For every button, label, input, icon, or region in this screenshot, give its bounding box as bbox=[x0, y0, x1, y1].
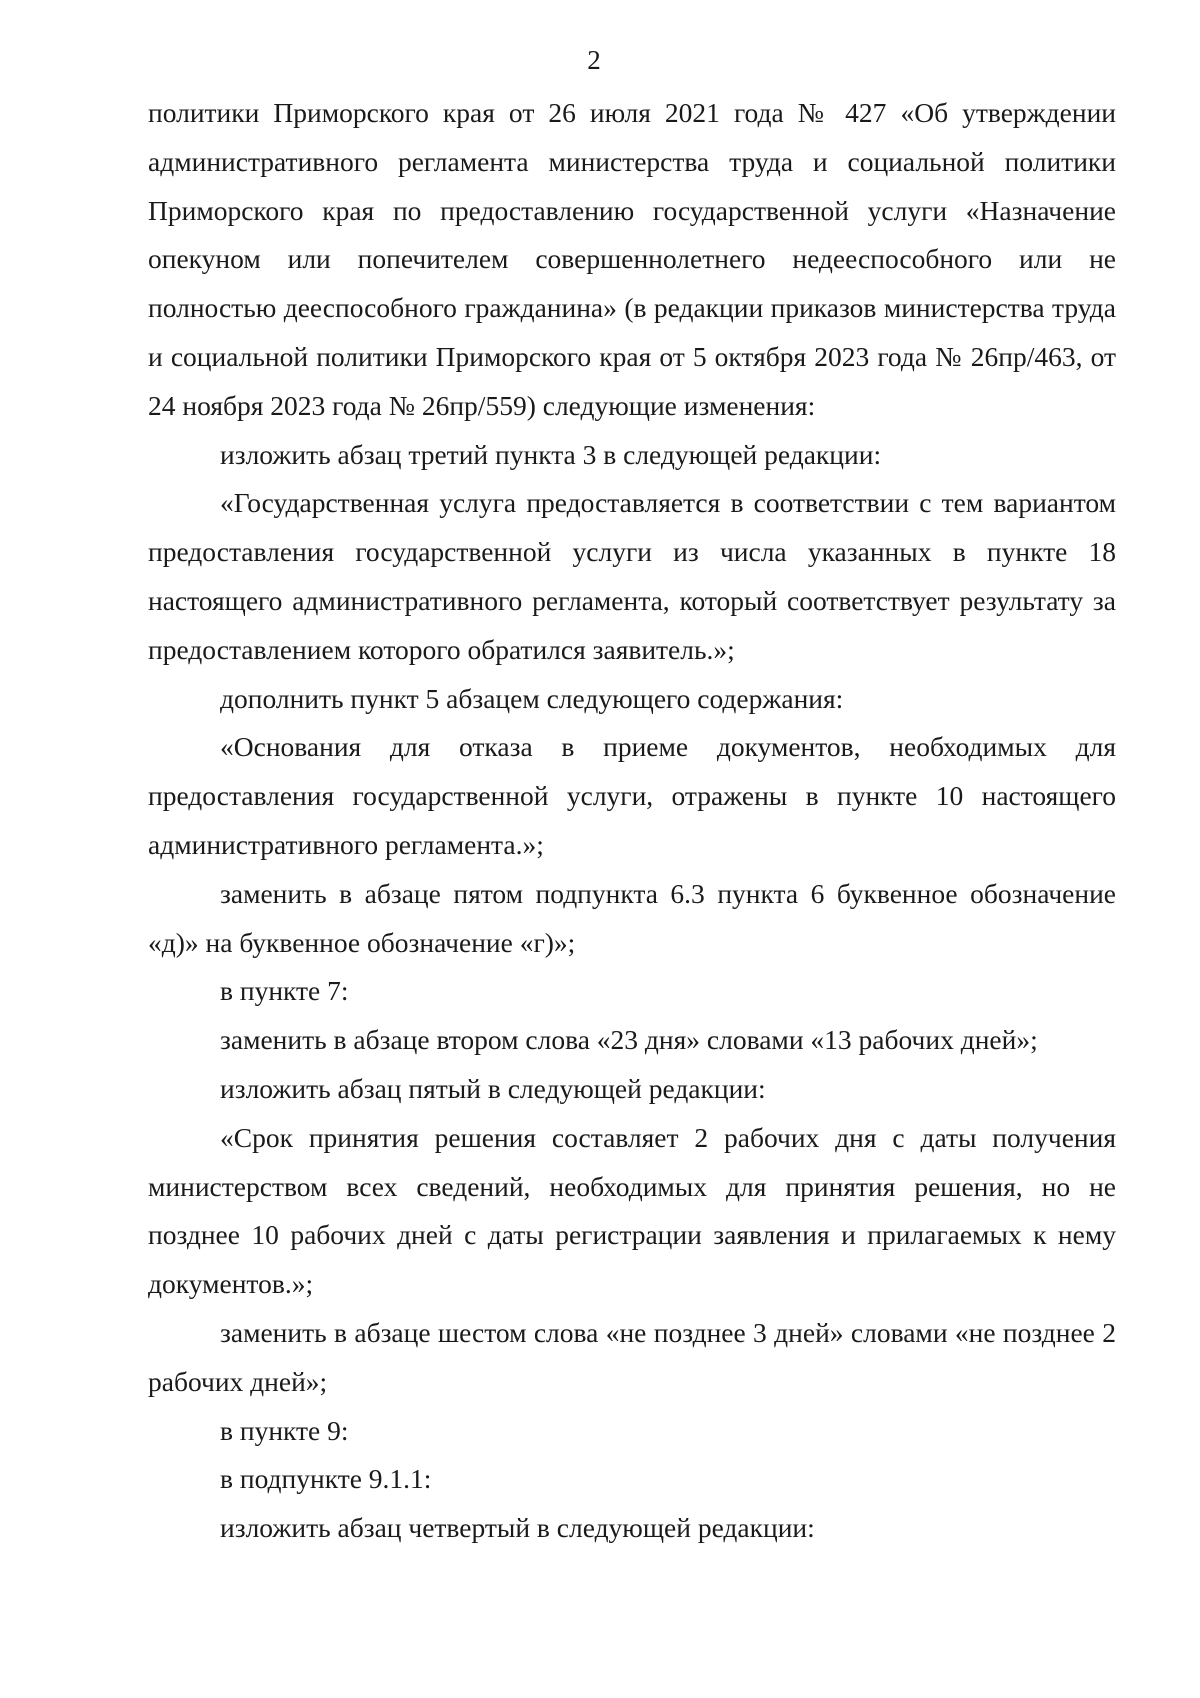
text-line: в пункте 9: bbox=[220, 1414, 349, 1446]
text-line: в подпункте 9.1.1: bbox=[220, 1463, 432, 1495]
text-line: не полностью дееспособного гражданина» (в редакции приказов министерства bbox=[148, 243, 1117, 324]
paragraph-subitem-9-1-1 bbox=[148, 1455, 1116, 1504]
text-line: заменить в абзаце втором слова «23 дня» словами «13 рабочих дней»; bbox=[220, 1024, 1038, 1056]
text-line: в пункте 7: bbox=[220, 975, 349, 1007]
text-line: заменить в абзаце шестом слова «не позднее 3 дней» словами «не позднее bbox=[220, 1316, 1095, 1348]
page-number: 2 bbox=[587, 45, 601, 75]
text-line: в пункте 18 настоящего административного регламента, который соответствует bbox=[148, 536, 1117, 616]
text-line: результату за предоставлением которого обратился заявитель.»; bbox=[148, 584, 1116, 665]
paragraph-quote-item-7 bbox=[148, 1114, 1116, 1309]
text-line: изложить абзац третий пункта 3 в следующей редакции: bbox=[220, 438, 882, 470]
paragraph-item-7-sixth bbox=[148, 1309, 1116, 1407]
paragraph-quote-item-3 bbox=[148, 479, 1116, 674]
text-line: «Основания для отказа в приеме документов, необходимых для bbox=[220, 731, 1116, 763]
text-line: опекуном или попечителем совершеннолетнего недееспособного или bbox=[148, 243, 1063, 275]
paragraph-quote-item-5 bbox=[148, 723, 1116, 869]
text-line: труда и социальной политики Приморского края от 5 октября 2023 года bbox=[148, 292, 1117, 372]
text-line: административного регламента.»; bbox=[148, 828, 544, 860]
text-line: № 26пр/463, от 24 ноября 2023 года № 26пр/559) следующие изменения: bbox=[148, 340, 1116, 421]
text-line: заменить в абзаце пятом подпункта 6.3 пункта 6 буквенное обозначение bbox=[220, 877, 1116, 909]
text-line: министерством всех сведений, необходимых для принятия решения, но не bbox=[148, 1170, 1116, 1202]
text-line: позднее 10 рабочих дней с даты регистрации заявления bbox=[148, 1219, 830, 1251]
paragraph-subitem-9-1-1-fourth bbox=[148, 1504, 1116, 1553]
text-line: и прилагаемых к нему документов.»; bbox=[148, 1219, 1116, 1300]
paragraph-intro bbox=[148, 89, 1116, 431]
text-line: «Государственная услуга предоставляется в соответствии с тем bbox=[220, 487, 984, 519]
paragraph-amend-item-3 bbox=[148, 431, 1116, 480]
document-body bbox=[148, 89, 1116, 1553]
text-line: дополнить пункт 5 абзацем следующего содержания: bbox=[220, 682, 844, 714]
text-line: «Срок принятия решения составляет 2 рабочих дня с даты получения bbox=[220, 1121, 1116, 1153]
paragraph-amend-item-6 bbox=[148, 870, 1116, 968]
paragraph-amend-item-5 bbox=[148, 675, 1116, 724]
text-line: вариантом предоставления государственной услуги из числа указанных bbox=[148, 487, 1117, 568]
text-line: предоставления государственной услуги, отражены в пункте 10 настоящего bbox=[148, 780, 1116, 812]
text-line: административного регламента министерства труда и социальной политики bbox=[148, 145, 1116, 177]
paragraph-item-7-second bbox=[148, 1016, 1116, 1065]
text-line: «д)» на буквенное обозначение «г)»; bbox=[148, 926, 576, 958]
text-line: политики Приморского края от 26 июля 2021 года № 427 «Об утверждении bbox=[148, 97, 1116, 128]
text-line: 2 рабочих дней»; bbox=[148, 1316, 1117, 1397]
text-line: изложить абзац четвертый в следующей редакции: bbox=[220, 1512, 815, 1544]
paragraph-item-9 bbox=[148, 1407, 1116, 1456]
paragraph-item-7-fifth bbox=[148, 1065, 1116, 1114]
text-line: изложить абзац пятый в следующей редакции: bbox=[220, 1072, 766, 1104]
text-line: Приморского края по предоставлению государственной услуги «Назначение bbox=[148, 194, 1116, 226]
paragraph-item-7 bbox=[148, 967, 1116, 1016]
